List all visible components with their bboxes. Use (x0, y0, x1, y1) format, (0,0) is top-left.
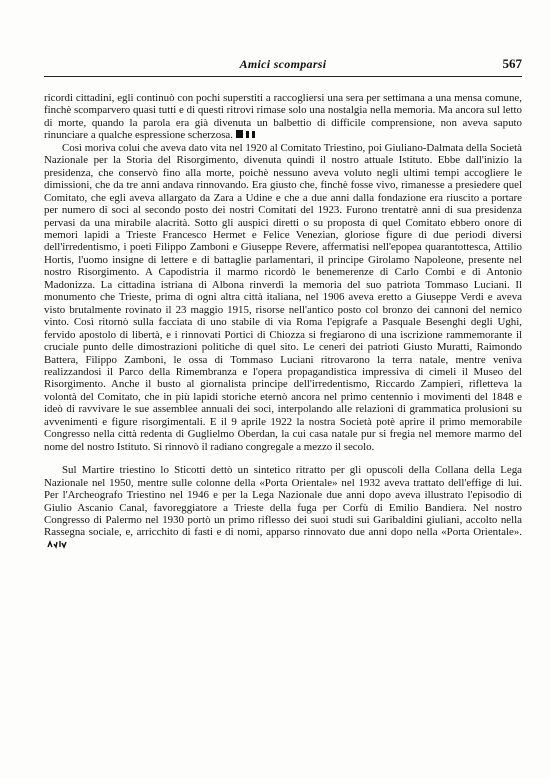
ink-blot-mark-icon (236, 129, 258, 139)
paragraph-text: ricordi cittadini, egli continuò con pochi superstiti a raccogliersi una sera per settimana a una mensa comune, finchè scomparvero quasi tutti e di questi ritrovi rimase solo una nostalgia nella memoria. Ma ancora sul letto di morte, quando la parola era già divenuta un balbettio di difficile comprensione, non aveva saputo rinunciare a qualche espressione scherzosa. (44, 92, 522, 142)
paragraph (44, 142, 522, 453)
body-text (44, 92, 522, 551)
running-title: Amici scomparsi (239, 57, 327, 71)
paragraph (44, 464, 522, 551)
handwritten-scribble-icon (47, 539, 69, 549)
page-header (44, 57, 522, 73)
header-divider (44, 76, 522, 77)
paragraph (44, 92, 522, 142)
paragraph-text: Così moriva colui che aveva dato vita nel 1920 al Comitato Triestino, poi Giuliano-Dalmata della Società Nazionale per la Storia del Risorgimento, divenuta quindi il nostro attuale Istituto. Ebbe dall'inizio la presidenza, che conservò fino alla morte, poichè nessuno aveva voluto negli ultimi tempi accogliere le dimissioni, che da tre anni andava rinnovando. Era giusto che, finchè fosse vivo, rimanesse a presiedere quel Comitato, che egli aveva allargato da Zara a Udine e che a due anni dalla fondazione era riuscito a portare per numero di soci al secondo posto dei nostri Comitati del 1923. Furono trentatrè anni di sua presidenza pervasi da una mirabile alacrità. Sotto gli auspici diretti o su proposta di quel Comitato ebbero onore di memori lapidi a Trieste Francesco Hermet e Felice Venezian, gloriose figure di due periodi diversi dell'irredentismo, i poeti Filippo Zamboni e Giuseppe Revere, affermatisi nell'epopea quarantottesca, Attilio Hortis, l'uomo insigne di lettere e di battaglie parlamentari, il principe Girolamo Napoleone, presente nel nostro Risorgimento. A Capodistria il marmo ricordò le benemerenze di Carlo Combi e di Antonio Madonizza. La cittadina istriana di Albona rinverdì la memoria del suo patriota Tommaso Luciani. Il monumento che Trieste, prima di ogni altra città italiana, nel 1906 aveva eretto a Giuseppe Verdi e aveva visto brutalmente rovinato il 23 maggio 1915, risorse nell'antico posto col bronzo dei cannoni del nemico vinto. Così ritornò sulla facciata di uno stabile di via Roma l'epigrafe a Pasquale Besenghi degli Ughi, fervido apostolo di libertà, e i rinnovati Portici di Chiozza si fregiarono di una iscrizione rammemorante il cruciale punto delle dimostrazioni politiche di quel sito. Le ceneri dei patrioti Giusto Muratti, Raimondo Battera, Filippo Zamboni, le ossa di Tommaso Luciani ritrovarono la terra natale, mentre veniva realizzandosi il Parco della Rimembranza e l'opera propagandistica impressiva di cimeli il Museo del Risorgimento. Anche il busto al giornalista principe dell'irredentismo, Riccardo Zampieri, rifletteva la volontà del Comitato, che in più lapidi storiche eternò ancora nel primo centennio i movimenti del 1848 e ideò di ravvivare le sue assemblee annuali dei soci, interpolando alle relazioni di grammatica prolusioni su avvenimenti e figure risorgimentali. E il 9 aprile 1922 la nostra Società potè aprire il primo memorabile Congresso nella città redenta di Guglielmo Oberdan, la cui casa natale pur si fregia nel memore marmo del nome del nostro Istituto. Si rinnovò il radiano congregale a mezzo il secolo. (44, 141, 522, 453)
page-number: 567 (502, 56, 522, 71)
paragraph-text: Sul Martire triestino lo Sticotti dettò un sintetico ritratto per gli opuscoli della Collana della Lega Nazionale nel 1950, mentre sulle colonne della «Porta Orientale» nel 1932 aveva trattato dell'effige di lui. Per l'Archeografo Triestino nel 1946 e per la Lega Nazionale due anni dopo aveva illustrato l'episodio di Giulio Ascanio Canal, favoreggiatore a Trieste della fuga per Corfù di Emilio Bandiera. Nel nostro Congresso di Palermo nel 1930 portò un primo riflesso dei suoi studi sui Garibaldini giuliani, accolto nella Rassegna sociale, e, arricchito di fasti e di nomi, apparso rinnovato due anni dopo nella «Porta Orientale». (44, 464, 522, 539)
